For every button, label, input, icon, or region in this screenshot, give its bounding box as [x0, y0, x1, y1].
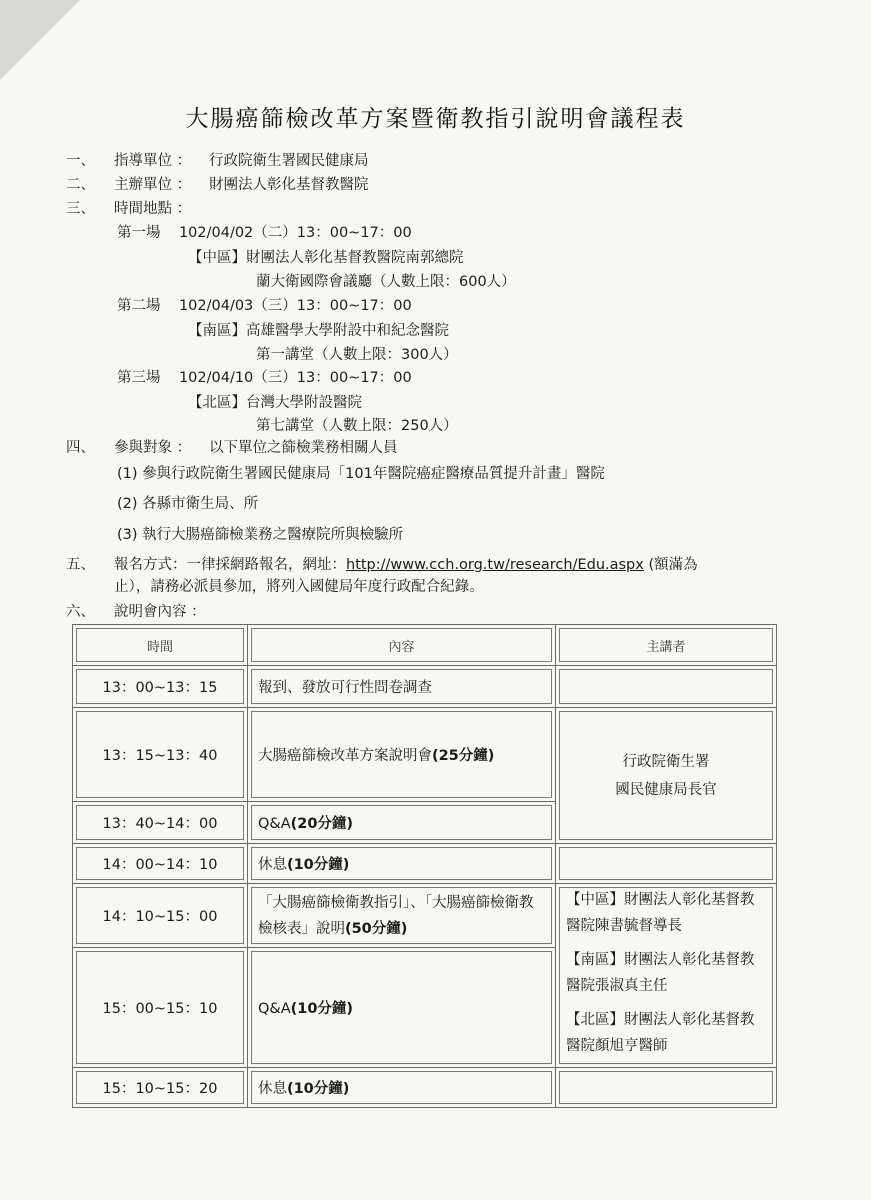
duration-text: (25分鐘): [431, 748, 495, 764]
table-header-row: [73, 625, 777, 666]
table-row: [73, 844, 777, 884]
section-number: 一、: [66, 153, 95, 169]
participant-item: (3) 執行大腸癌篩檢業務之醫療院所與檢驗所: [117, 527, 404, 543]
participant-item: (2) 各縣市衛生局、所: [117, 496, 259, 512]
header-time: 時間: [73, 625, 248, 666]
registration-text: 一律採網路報名，網址：: [186, 557, 346, 573]
session-name: 第二場: [117, 298, 161, 314]
section-label: 說明會內容 ：: [114, 604, 206, 620]
content-text: Q&A: [257, 1001, 291, 1017]
registration-link[interactable]: http://www.cch.org.tw/research/Edu.aspx: [346, 557, 644, 573]
section-label: 報名方式：: [114, 557, 187, 573]
row-time: 13：15~13：40: [73, 708, 248, 802]
session-3-header: [117, 366, 412, 387]
duration-text: (10分鐘): [290, 1001, 354, 1017]
section-label: 參與對象 ：: [114, 440, 192, 456]
registration-text-continued: 止），請務必派員參加，將列入國健局年度行政配合紀錄。: [114, 579, 484, 595]
content-text: 休息: [257, 857, 287, 873]
section-number: 四、: [66, 440, 95, 456]
duration-text: (50分鐘): [344, 920, 408, 937]
section-label: 主辦單位 ：: [114, 177, 192, 193]
section-organizer: [66, 149, 369, 170]
section-label: 指導單位 ：: [114, 153, 192, 169]
session-name: 第三場: [117, 370, 161, 386]
table-row: [73, 666, 777, 708]
content-text: 大腸癌篩檢改革方案說明會: [257, 748, 432, 764]
section-number: 六、: [66, 604, 95, 620]
row-speaker-empty: [555, 844, 776, 884]
registration-note: (額滿為: [648, 557, 698, 573]
document-title: 大腸癌篩檢改革方案暨衛教指引說明會議程表: [185, 106, 686, 132]
session-region: 【南區】: [188, 323, 246, 339]
duration-text: (20分鐘): [290, 816, 354, 832]
section-registration: [66, 553, 698, 574]
row-time: 14：10~15：00: [73, 884, 248, 948]
row-content: [247, 948, 555, 1068]
speaker-line: 國民健康局長官: [615, 781, 717, 798]
header-content: 內容: [247, 625, 555, 666]
row-time: 13：40~14：00: [73, 802, 248, 844]
content-text: 「大腸癌篩檢衛教指引」、「大腸癌篩檢衛教檢核表」說明: [257, 894, 534, 937]
speaker-entry: 【南區】財團法人彰化基督教醫院張淑真主任: [565, 951, 755, 994]
section-participants: [66, 436, 398, 457]
section-value: 財團法人彰化基督教醫院: [209, 177, 369, 193]
section-number: 五、: [66, 557, 95, 573]
section-time-place: [66, 197, 209, 218]
content-text: 報到、發放可行性問卷調查: [257, 680, 432, 696]
table-row: [73, 1068, 777, 1108]
agenda-table: [72, 624, 777, 1108]
session-1-header: [117, 221, 412, 242]
row-content: [247, 884, 555, 948]
row-time: 15：00~15：10: [73, 948, 248, 1068]
session-1-place: [188, 246, 464, 267]
table-row: [73, 884, 777, 948]
section-value: 以下單位之篩檢業務相關人員: [209, 440, 398, 456]
row-time: 13：00~13：15: [73, 666, 248, 708]
content-text: Q&A: [257, 816, 291, 832]
session-datetime: 102/04/02（二）13：00~17：00: [178, 225, 412, 241]
table-row: [73, 708, 777, 802]
session-3-room: 第七講堂（人數上限：250人）: [256, 418, 458, 434]
duration-text: (10分鐘): [286, 857, 350, 873]
section-agenda: [66, 600, 206, 621]
row-content: [247, 802, 555, 844]
session-2-place: [188, 319, 449, 340]
section-label: 時間地點 ：: [114, 201, 192, 217]
row-speaker: [555, 884, 776, 1068]
session-name: 第一場: [117, 225, 161, 241]
session-datetime: 102/04/10（三）13：00~17：00: [178, 370, 412, 386]
row-content: [247, 708, 555, 802]
row-content: [247, 666, 555, 708]
session-3-place: [188, 391, 362, 412]
section-number: 二、: [66, 177, 95, 193]
speaker-entry: 【中區】財團法人彰化基督教醫院陳書毓督導長: [565, 891, 755, 934]
row-content: [247, 1068, 555, 1108]
section-number: 三、: [66, 201, 95, 217]
session-venue: 台灣大學附設醫院: [246, 395, 362, 411]
session-region: 【北區】: [188, 395, 246, 411]
session-venue: 高雄醫學大學附設中和紀念醫院: [246, 323, 449, 339]
section-value: 行政院衛生署國民健康局: [209, 153, 369, 169]
row-speaker-empty: [555, 1068, 776, 1108]
row-speaker: [555, 708, 776, 844]
session-1-room: 蘭大衛國際會議廳（人數上限：600人）: [256, 274, 516, 290]
session-2-header: [117, 294, 412, 315]
speaker-entry: 【北區】財團法人彰化基督教醫院顏旭亨醫師: [565, 1011, 755, 1054]
page-fold-corner: [0, 0, 80, 80]
row-speaker-empty: [555, 666, 776, 708]
participant-item: (1) 參與行政院衛生署國民健康局「101年醫院癌症醫療品質提升計畫」醫院: [117, 466, 605, 482]
session-datetime: 102/04/03（三）13：00~17：00: [178, 298, 412, 314]
duration-text: (10分鐘): [286, 1081, 350, 1097]
header-speaker: 主講者: [555, 625, 776, 666]
speaker-line: 行政院衛生署: [622, 753, 710, 770]
session-venue: 財團法人彰化基督教醫院南郭總院: [246, 250, 464, 266]
section-host: [66, 173, 369, 194]
row-content: [247, 844, 555, 884]
session-2-room: 第一講堂（人數上限：300人）: [256, 347, 458, 363]
session-region: 【中區】: [188, 250, 246, 266]
row-time: 14：00~14：10: [73, 844, 248, 884]
content-text: 休息: [257, 1081, 287, 1097]
row-time: 15：10~15：20: [73, 1068, 248, 1108]
